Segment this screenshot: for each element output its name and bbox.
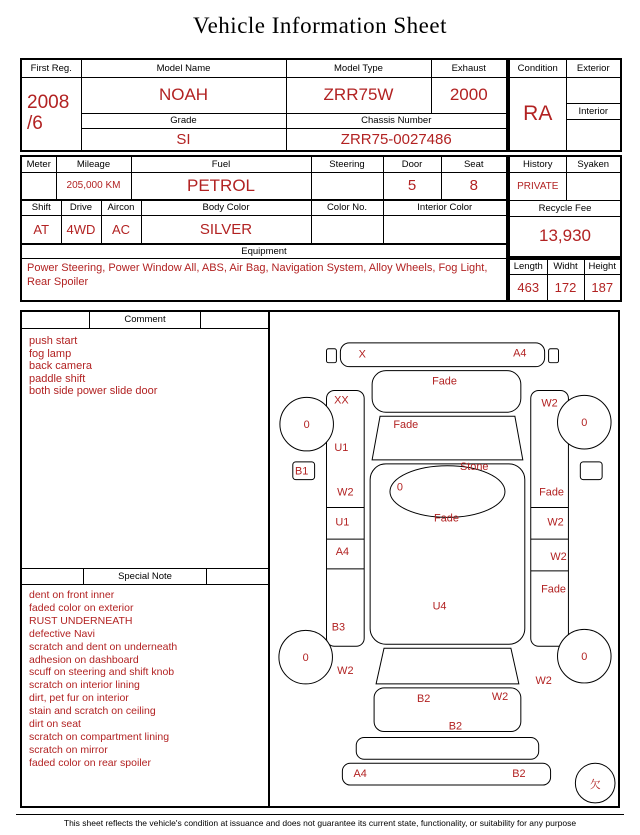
interior-color-label: Interior Color — [383, 200, 507, 215]
mileage-value: 205,000 KM — [56, 172, 131, 200]
damage-marker: A4 — [335, 546, 350, 559]
note-line: adhesion on dashboard — [29, 653, 139, 666]
damage-marker: XX — [334, 394, 349, 407]
first-reg-label: First Reg. — [21, 59, 81, 77]
interior-label: Interior — [566, 103, 621, 119]
damage-marker: W2 — [337, 486, 354, 499]
width-value: 172 — [547, 274, 584, 301]
steering-value — [311, 172, 383, 200]
special-note-header-label: Special Note — [83, 569, 207, 584]
damage-marker: 0 — [396, 481, 403, 494]
height-value: 187 — [584, 274, 621, 301]
aircon-label: Aircon — [101, 200, 141, 215]
dimensions-table — [508, 258, 622, 302]
note-line: faded color on exterior — [29, 601, 134, 614]
mileage-label: Mileage — [56, 156, 131, 172]
damage-marker: 0 — [581, 651, 588, 664]
drive-label: Drive — [61, 200, 101, 215]
note-line: fog lamp — [29, 347, 72, 360]
damage-marker: 0 — [302, 652, 309, 665]
damage-marker: U1 — [335, 516, 350, 529]
damage-marker: Fade — [539, 486, 564, 499]
damage-marker: Fade — [434, 512, 459, 525]
chassis-number-label: Chassis Number — [286, 113, 507, 128]
height-label: Height — [584, 259, 621, 274]
shift-label: Shift — [21, 200, 61, 215]
body-color-label: Body Color — [141, 200, 311, 215]
meter-fuel-table — [20, 155, 508, 201]
damage-marker: Fade — [432, 375, 457, 388]
damage-marker: U4 — [432, 600, 447, 613]
comment-header-label: Comment — [89, 312, 200, 328]
note-line: scratch on interior lining — [29, 679, 140, 692]
damage-marker: B2 — [448, 720, 463, 733]
diagram-panel — [269, 310, 620, 808]
note-line: dirt on seat — [29, 718, 81, 731]
note-line: stain and scratch on ceiling — [29, 705, 156, 718]
grade-label: Grade — [81, 113, 286, 128]
exterior-value — [566, 77, 621, 103]
note-line: paddle shift — [29, 372, 86, 385]
interior-color-value — [383, 215, 507, 244]
special-note-section-header — [22, 568, 268, 585]
damage-marker: A4 — [353, 768, 367, 781]
seat-value: 8 — [441, 172, 507, 200]
note-line: scratch and dent on underneath — [29, 640, 178, 653]
fuel-label: Fuel — [131, 156, 311, 172]
note-line: scratch on compartment lining — [29, 730, 170, 743]
note-line: scratch on mirror — [29, 743, 108, 756]
drive-value: 4WD — [61, 215, 101, 244]
note-line: RUST UNDERNEATH — [29, 614, 133, 627]
equipment-label: Equipment — [21, 244, 507, 258]
grade-value: SI — [81, 128, 286, 151]
damage-marker: W2 — [337, 665, 354, 678]
length-label: Length — [509, 259, 547, 274]
meter-value — [21, 172, 56, 200]
note-line: back camera — [29, 360, 92, 373]
shift-value: AT — [21, 215, 61, 244]
first-reg-value — [21, 77, 81, 151]
damage-marker: 欠 — [589, 779, 601, 792]
model-name-value: NOAH — [81, 77, 286, 113]
condition-value: RA — [509, 77, 566, 151]
damage-marker: B3 — [331, 621, 346, 634]
damage-marker: B2 — [512, 768, 526, 781]
length-value: 463 — [509, 274, 547, 301]
damage-marker: Stone — [460, 460, 489, 473]
note-line: defective Navi — [29, 627, 95, 640]
width-label: Widht — [547, 259, 584, 274]
meter-label: Meter — [21, 156, 56, 172]
note-line: dent on front inner — [29, 589, 115, 601]
notes-panel — [20, 310, 269, 808]
color-no-value — [311, 215, 383, 244]
aircon-value: AC — [101, 215, 141, 244]
seat-label: Seat — [441, 156, 507, 172]
damage-marker: B1 — [295, 465, 309, 478]
damage-marker: W2 — [547, 516, 564, 529]
steering-label: Steering — [311, 156, 383, 172]
damage-marker: 0 — [581, 417, 588, 430]
model-type-label: Model Type — [286, 59, 431, 77]
recycle-fee-label: Recycle Fee — [509, 200, 621, 216]
door-value: 5 — [383, 172, 441, 200]
recycle-fee-value: 13,930 — [509, 216, 621, 257]
first-reg-month: /6 — [27, 112, 43, 134]
fuel-value: PETROL — [131, 172, 311, 200]
interior-value — [566, 119, 621, 151]
exterior-label: Exterior — [566, 59, 621, 77]
model-name-label: Model Name — [81, 59, 286, 77]
note-line: dirt, pet fur on interior — [29, 692, 129, 705]
damage-marker: X — [358, 348, 366, 361]
damage-marker: B2 — [417, 692, 431, 705]
exhaust-label: Exhaust — [431, 59, 507, 77]
damage-marker: 0 — [303, 419, 310, 432]
equipment-table — [20, 243, 508, 302]
note-line: scuff on steering and shift knob — [29, 666, 175, 679]
chassis-number-value: ZRR75-0027486 — [286, 128, 507, 151]
special-note-list — [29, 589, 264, 770]
note-line: both side power slide door — [29, 385, 158, 398]
damage-marker: Fade — [541, 583, 566, 596]
exhaust-value: 2000 — [431, 77, 507, 113]
body-color-value: SILVER — [141, 215, 311, 244]
condition-table — [508, 58, 622, 152]
comment-list — [29, 335, 264, 398]
damage-marker: W2 — [491, 690, 509, 703]
comment-section-header — [22, 312, 268, 329]
page-title: Vehicle Information Sheet — [193, 13, 447, 38]
equipment-value: Power Steering, Power Window All, ABS, Air Bag, Navigation System, Alloy Wheels, Fog Light, Rear Spoiler — [21, 258, 507, 301]
color-no-label: Color No. — [311, 200, 383, 215]
damage-marker: A4 — [513, 347, 527, 360]
syaken-value — [566, 172, 621, 200]
damage-marker: W2 — [535, 674, 552, 687]
damage-marker: Fade — [393, 419, 419, 432]
history-fee-table — [508, 155, 622, 258]
car-damage-diagram — [269, 312, 618, 806]
damage-marker: U1 — [334, 441, 349, 454]
model-type-value: ZRR75W — [286, 77, 431, 113]
damage-marker: W2 — [550, 550, 567, 563]
syaken-label: Syaken — [566, 156, 621, 172]
door-label: Door — [383, 156, 441, 172]
first-reg-year: 2008 — [27, 91, 70, 113]
note-line: faded color on rear spoiler — [29, 756, 151, 769]
condition-label: Condition — [509, 59, 566, 77]
history-label: History — [509, 156, 566, 172]
damage-marker: W2 — [541, 397, 558, 410]
disclaimer-text: This sheet reflects the vehicle's condition at issuance and does not guarantee its current state, functionality, or suitability for any purpose — [16, 814, 624, 828]
note-line: push start — [29, 335, 78, 347]
vehicle-id-table — [20, 58, 508, 152]
drivetrain-color-table — [20, 199, 508, 245]
history-value: PRIVATE — [509, 172, 566, 200]
